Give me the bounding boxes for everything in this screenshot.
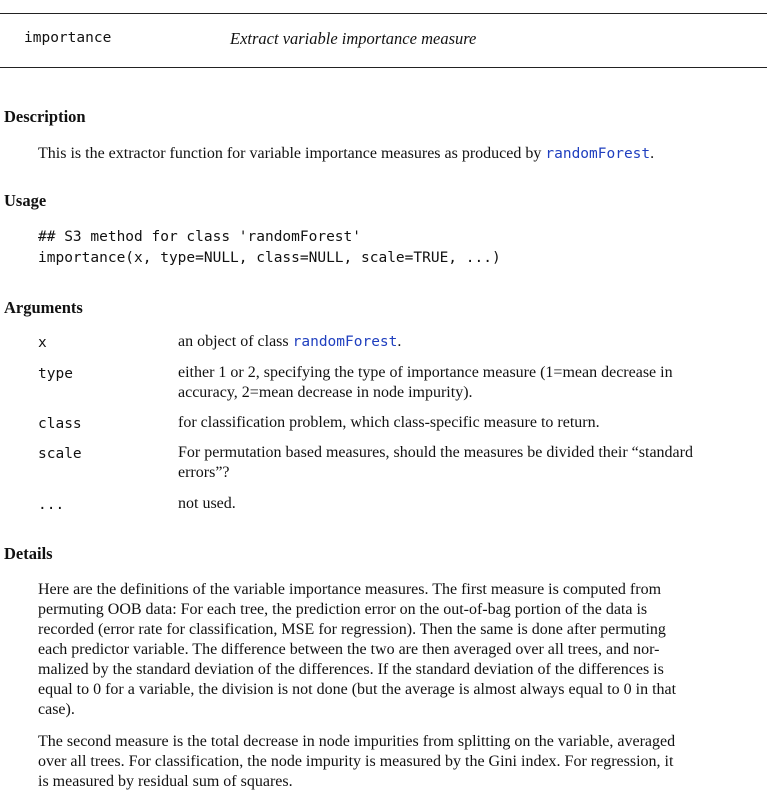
details-p1-line: Here are the definitions of the variable importance measures. The first measure is computed from [38, 581, 662, 598]
details-p2-line: is measured by residual sum of squares. [38, 773, 293, 790]
details-p1-line: permuting OOB data: For each tree, the prediction error on the out-of-bag portion of the data is [38, 601, 648, 618]
header-top-rule [0, 13, 767, 14]
details-p1-line: each predictor variable. The difference between the two are then averaged over all trees, and nor- [38, 641, 660, 658]
arg-desc-scale-line-2: errors”? [178, 464, 230, 481]
description-text [38, 144, 758, 164]
arg-desc-x [178, 332, 758, 352]
description-text-after: . [650, 145, 655, 162]
details-heading: Details [4, 544, 53, 563]
arg-desc-x-before: an object of class [178, 333, 293, 350]
arg-desc-scale-line-1: For permutation based measures, should the measures be divided their “standard [178, 444, 693, 461]
details-p1-line: equal to 0 for a variable, the division is not done (but the average is almost always equal to 0 in that [38, 681, 677, 698]
usage-code-line-1: ## S3 method for class 'randomForest' [38, 229, 362, 245]
details-p1-line: recorded (error rate for classification, MSE for regression). Then the same is done after permuting [38, 621, 666, 638]
arg-name-class: class [38, 416, 82, 432]
arg-name-x: x [38, 335, 47, 351]
randomforest-link[interactable]: randomForest [545, 146, 651, 162]
arg-desc-scale [178, 443, 758, 483]
details-paragraph-1 [38, 580, 758, 720]
arg-name-scale: scale [38, 446, 82, 462]
description-heading: Description [4, 107, 86, 126]
arg-desc-type-line-1: either 1 or 2, specifying the type of importance measure (1=mean decrease in [178, 364, 673, 381]
details-paragraph-2 [38, 732, 758, 792]
arg-name-type: type [38, 366, 73, 382]
arg-desc-type [178, 363, 758, 403]
arg-desc-type-line-2: accuracy, 2=mean decrease in node impurity). [178, 384, 473, 401]
arg-randomforest-link[interactable]: randomForest [292, 334, 398, 350]
usage-heading: Usage [4, 191, 47, 210]
details-p2-line: over all trees. For classification, the node impurity is measured by the Gini index. For regression, it [38, 753, 674, 770]
arguments-heading: Arguments [4, 298, 83, 317]
details-p2-line: The second measure is the total decrease in node impurities from splitting on the variable, averaged [38, 733, 676, 750]
usage-code-line-2: importance(x, type=NULL, class=NULL, scale=TRUE, ...) [38, 250, 501, 266]
function-name: importance [24, 30, 112, 46]
arg-name-dots: ... [38, 497, 65, 513]
details-p1-line: case). [38, 701, 75, 718]
arg-desc-class: for classification problem, which class-specific measure to return. [178, 414, 600, 431]
page-title: Extract variable importance measure [230, 29, 477, 48]
description-text-before: This is the extractor function for variable importance measures as produced by [38, 145, 546, 162]
arg-desc-x-after: . [397, 333, 402, 350]
header-bottom-rule [0, 67, 767, 68]
arg-desc-dots: not used. [178, 495, 236, 512]
details-p1-line: malized by the standard deviation of the differences. If the standard deviation of the differences is [38, 661, 664, 678]
